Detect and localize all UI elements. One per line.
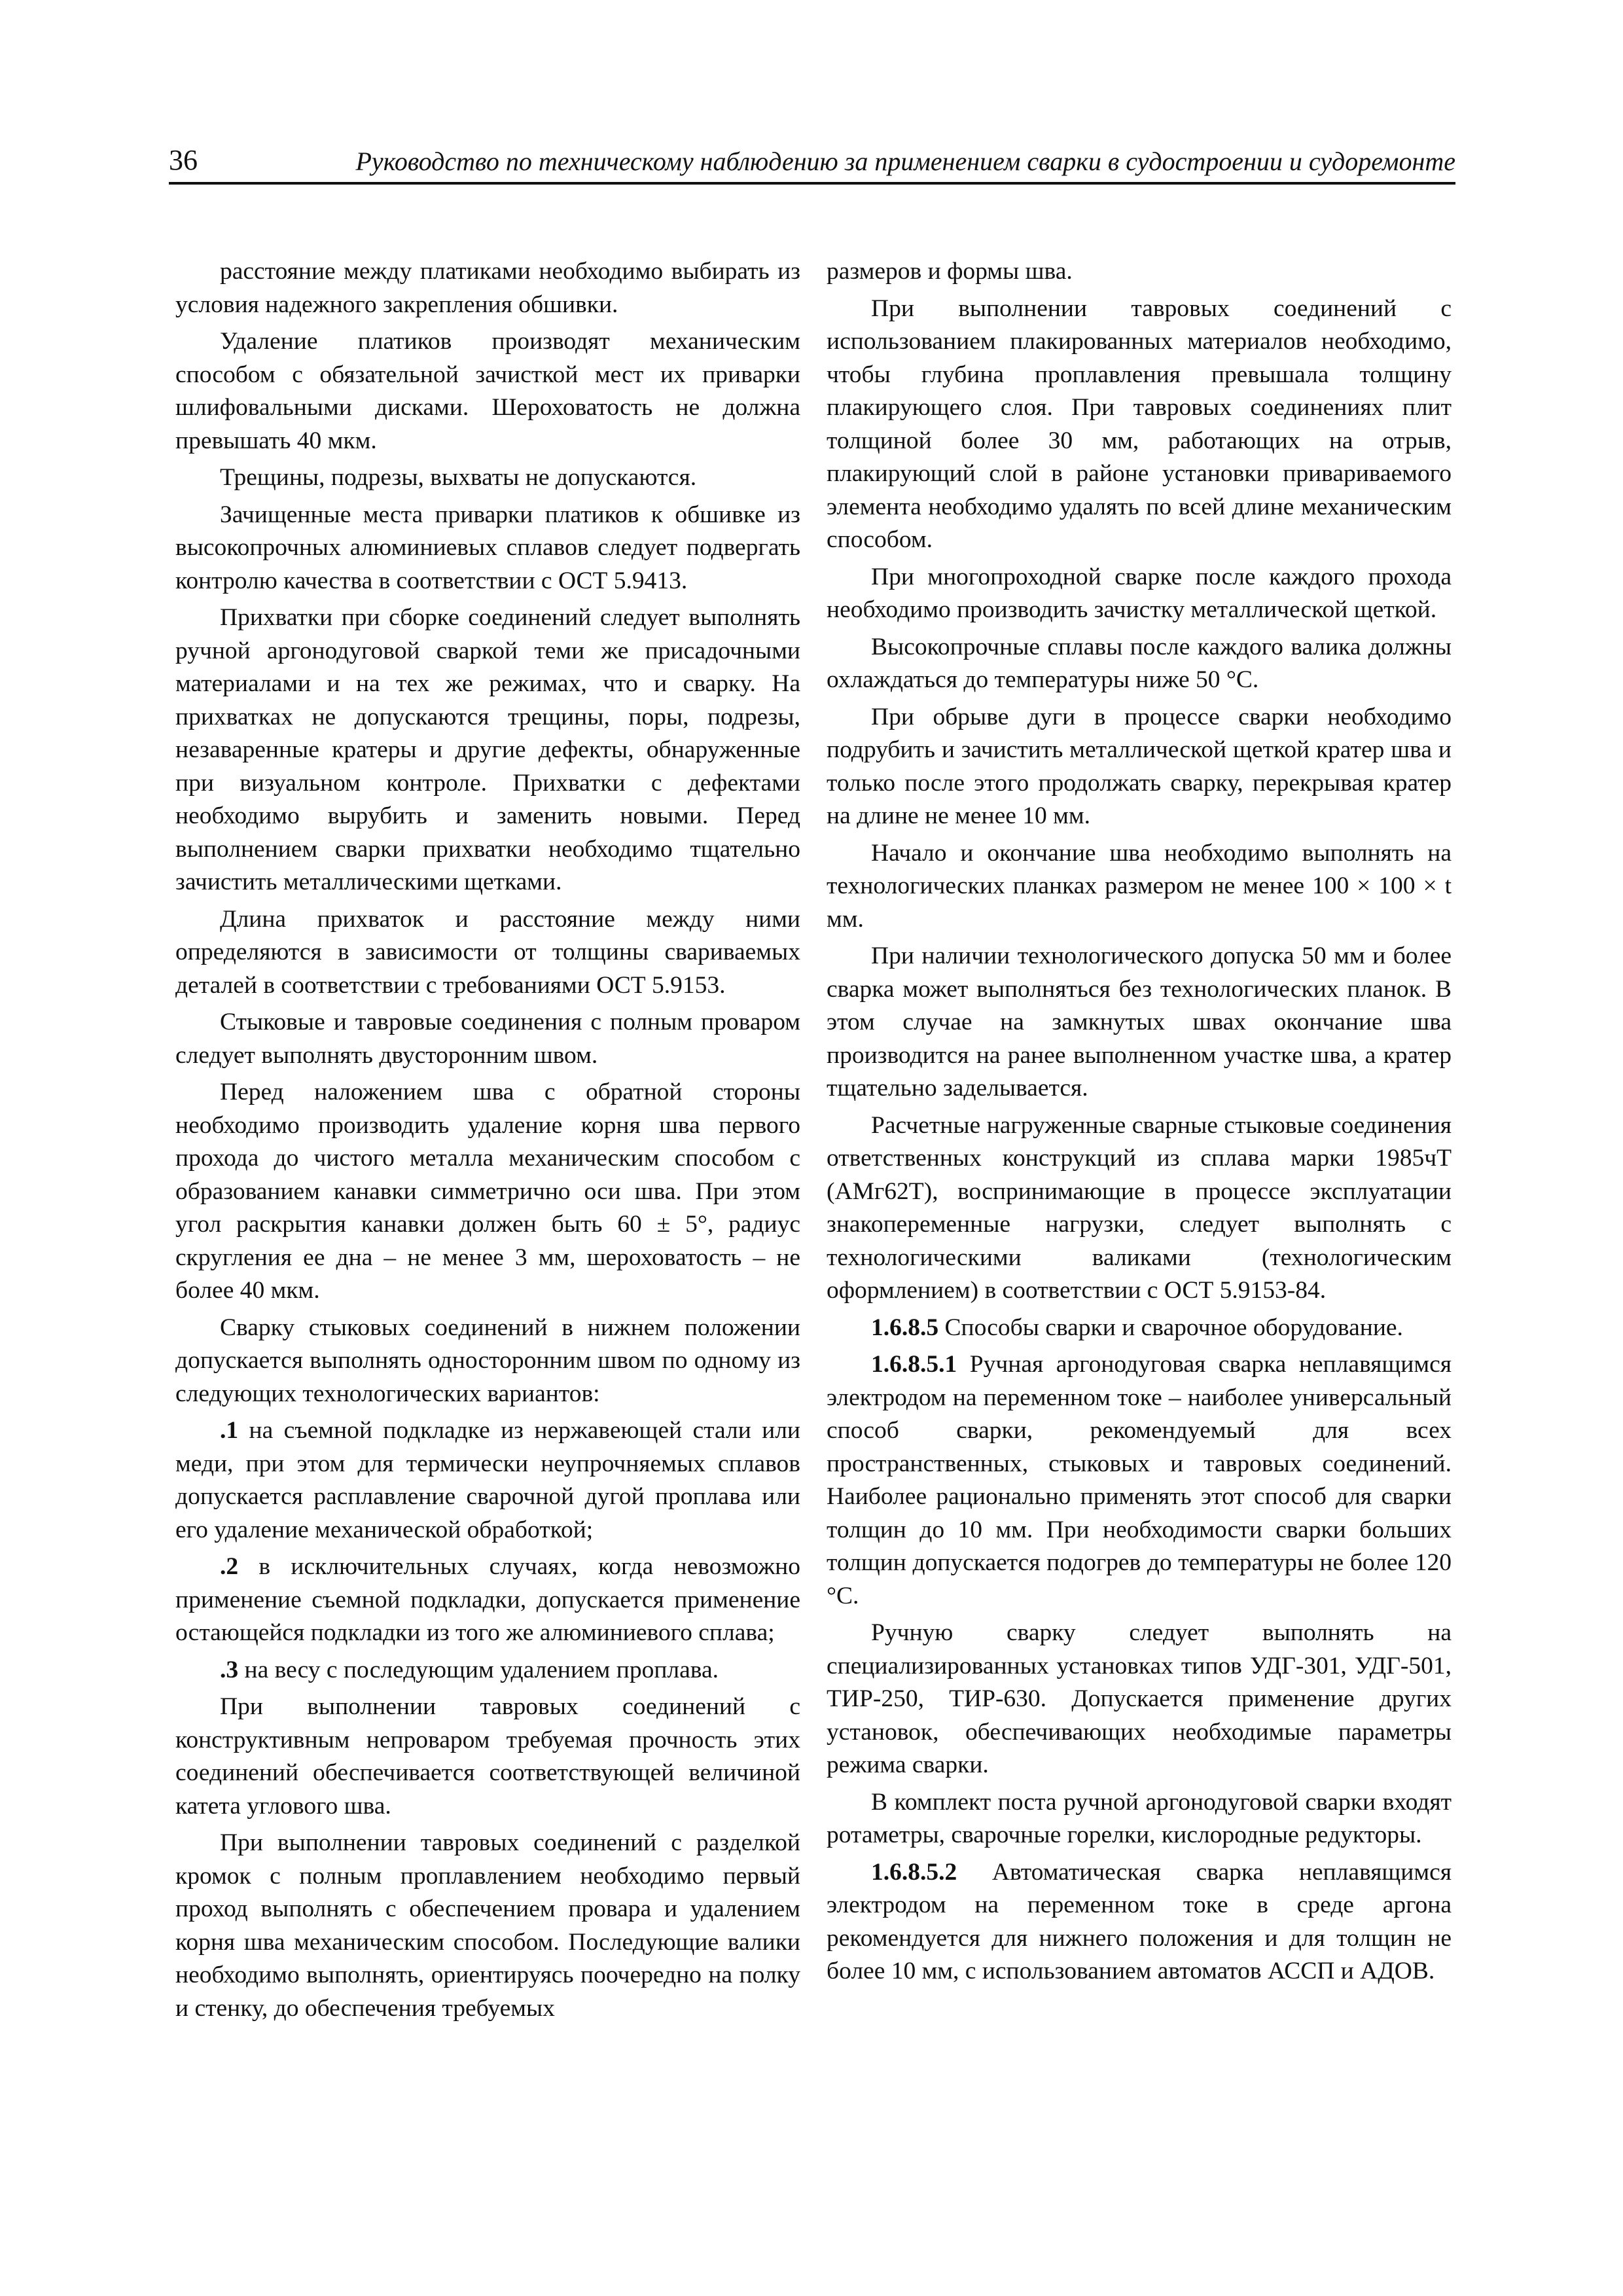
paragraph-text: Автоматическая сварка неплавящимся электродом на переменном токе в среде аргона рекомендуется для нижнего положения и для толщин не более 10 мм, с использованием автоматов АССП и АДОВ.: [827, 1858, 1452, 1984]
running-title: Руководство по техническому наблюдению за применением сварки в судостроении и судоремонте: [355, 147, 1455, 176]
paragraph-text: При выполнении тавровых соединений с конструктивным непроваром требуемая прочность этих соединений обеспечивается соответствующей величиной катета углового шва.: [175, 1693, 800, 1820]
paragraph-text: расстояние между платиками необходимо выбирать из условия надежного закрепления обшивки.: [175, 258, 800, 318]
paragraph: [827, 701, 1452, 833]
section-number: .2: [220, 1553, 239, 1580]
section-number: .1: [220, 1417, 239, 1444]
section-number: 1.6.8.5: [871, 1314, 939, 1341]
paragraph: [827, 1786, 1452, 1852]
paragraph: [827, 561, 1452, 627]
paragraph: [175, 1551, 800, 1650]
paragraph-text: Зачищенные места приварки платиков к обшивке из высокопрочных алюминиевых сплавов следует подвергать контролю качества в соответствии с ОСТ 5.9413.: [175, 501, 800, 594]
paragraph: [827, 1348, 1452, 1613]
paragraph-text: размеров и формы шва.: [827, 258, 1073, 285]
paragraph: [175, 499, 800, 598]
paragraph-text: Удаление платиков производят механическим способом с обязательной зачисткой мест их приварки шлифовальными дисками. Шероховатость не должна превышать 40 мкм.: [175, 328, 800, 454]
paragraph-text: Сварку стыковых соединений в нижнем положении допускается выполнять односторонним швом по одному из следующих технологических вариантов:: [175, 1314, 800, 1407]
paragraph: [827, 1856, 1452, 1988]
right-column: [827, 255, 1452, 1992]
page-number: 36: [169, 144, 198, 176]
paragraph-text: Ручную сварку следует выполнять на специализированных установках типов УДГ-301, УДГ-501, ТИР-250, ТИР-630. Допускается применение других установок, обеспечивающих необходимые параметры режима сварки.: [827, 1619, 1452, 1778]
paragraph: [827, 837, 1452, 937]
paragraph: [827, 940, 1452, 1105]
paragraph-text: Длина прихваток и расстояние между ними определяются в зависимости от толщины свариваемых деталей в соответствии с требованиями ОСТ 5.9153.: [175, 905, 800, 999]
paragraph-text: При наличии технологического допуска 50 мм и более сварка может выполняться без технологических планок. В этом случае на замкнутых швах окончание шва производится на ранее выполненном участке шва, а кратер тщательно заделывается.: [827, 942, 1452, 1102]
paragraph-text: При многопроходной сварке после каждого прохода необходимо производить зачистку металлической щеткой.: [827, 563, 1452, 623]
paragraph: [827, 1312, 1452, 1345]
paragraph: [827, 1109, 1452, 1308]
paragraph-text: Ручная аргонодуговая сварка неплавящимся электродом на переменном токе – наиболее универсальный способ сварки, рекомендуемый для всех пространственных, стыковых и тавровых соединений. Наиболее рационально применять этот способ для сварки толщин до 10 мм. При необходимости сварки больших толщин допускается подогрев до температуры не более 120 °С.: [827, 1351, 1452, 1609]
paragraph-text: Расчетные нагруженные сварные стыковые соединения ответственных конструкций из сплава марки 1985чТ (АМг62Т), воспринимающие в процессе эксплуатации знакопеременные нагрузки, следует выполнять с технологическими валиками (технологическим оформлением) в соответствии с ОСТ 5.9153-84.: [827, 1111, 1452, 1304]
paragraph-text: Высокопрочные сплавы после каждого валика должны охлаждаться до температуры ниже 50 °С.: [827, 633, 1452, 693]
paragraph-text: Прихватки при сборке соединений следует выполнять ручной аргонодуговой сваркой теми же присадочными материалами и на тех же режимах, что и сварку. На прихватках не допускаются трещины, поры, подрезы, незаваренные кратеры и другие дефекты, обнаруженные при визуальном контроле. Прихватки с дефектами необходимо вырубить и заменить новыми. Перед выполнением сварки прихватки необходимо тщательно зачистить металлическими щетками.: [175, 604, 800, 895]
paragraph-text: Способы сварки и сварочное оборудование.: [938, 1314, 1403, 1341]
paragraph: [827, 255, 1452, 289]
paragraph: [175, 601, 800, 899]
paragraph: [827, 1617, 1452, 1782]
paragraph: [175, 461, 800, 495]
page-header: [169, 143, 1455, 185]
section-number: 1.6.8.5.2: [871, 1858, 957, 1886]
paragraph-text: на весу с последующим удалением проплава.: [238, 1656, 719, 1683]
paragraph-text: Трещины, подрезы, выхваты не допускаются.: [220, 464, 697, 491]
paragraph: [175, 1414, 800, 1547]
section-number: .3: [220, 1656, 239, 1683]
paragraph-text: в исключительных случаях, когда невозможно применение съемной подкладки, допускается применение остающейся подкладки из того же алюминиевого сплава;: [175, 1553, 800, 1646]
paragraph: [175, 1691, 800, 1823]
paragraph-text: Начало и окончание шва необходимо выполнять на технологических планках размером не менее 100 × 100 × t мм.: [827, 839, 1452, 933]
paragraph-text: Перед наложением шва с обратной стороны необходимо производить удаление корня шва первого прохода до чистого металла механическим способом с образованием канавки симметрично оси шва. При этом угол раскрытия канавки должен быть 60 ± 5°, радиус скругления ее дна – не менее 3 мм, шероховатость – не более 40 мкм.: [175, 1079, 800, 1304]
section-number: 1.6.8.5.1: [871, 1351, 957, 1378]
paragraph: [827, 631, 1452, 697]
paragraph: [827, 293, 1452, 557]
left-column: [175, 255, 800, 2029]
paragraph: [175, 255, 800, 321]
paragraph: [175, 1827, 800, 2025]
paragraph-text: на съемной подкладке из нержавеющей стали или меди, при этом для термически неупрочняемых сплавов допускается расплавление сварочной дугой проплава или его удаление механической обработкой;: [175, 1417, 800, 1543]
paragraph: [175, 1654, 800, 1687]
paragraph: [175, 1076, 800, 1308]
paragraph: [175, 1312, 800, 1411]
paragraph: [175, 903, 800, 1003]
paragraph: [175, 1006, 800, 1072]
paragraph-text: В комплект поста ручной аргонодуговой сварки входят ротаметры, сварочные горелки, кислородные редукторы.: [827, 1788, 1452, 1848]
paragraph-text: При обрыве дуги в процессе сварки необходимо подрубить и зачистить металлической щеткой кратер шва и только после этого продолжать сварку, перекрывая кратер на длине не менее 10 мм.: [827, 703, 1452, 829]
paragraph-text: Стыковые и тавровые соединения с полным проваром следует выполнять двусторонним швом.: [175, 1009, 800, 1069]
paragraph-text: При выполнении тавровых соединений с использованием плакированных материалов необходимо, чтобы глубина проплавления превышала толщину плакирующего слоя. При тавровых соединениях плит толщиной более 30 мм, работающих на отрыв, плакирующий слой в районе установки привариваемого элемента необходимо удалять по всей длине механическим способом.: [827, 295, 1452, 553]
paragraph-text: При выполнении тавровых соединений с разделкой кромок с полным проплавлением необходимо первый проход выполнять с обеспечением провара и удалением корня шва механическим способом. Последующие валики необходимо выполнять, ориентируясь поочередно на полку и стенку, до обеспечения требуемых: [175, 1829, 800, 2022]
paragraph: [175, 325, 800, 457]
